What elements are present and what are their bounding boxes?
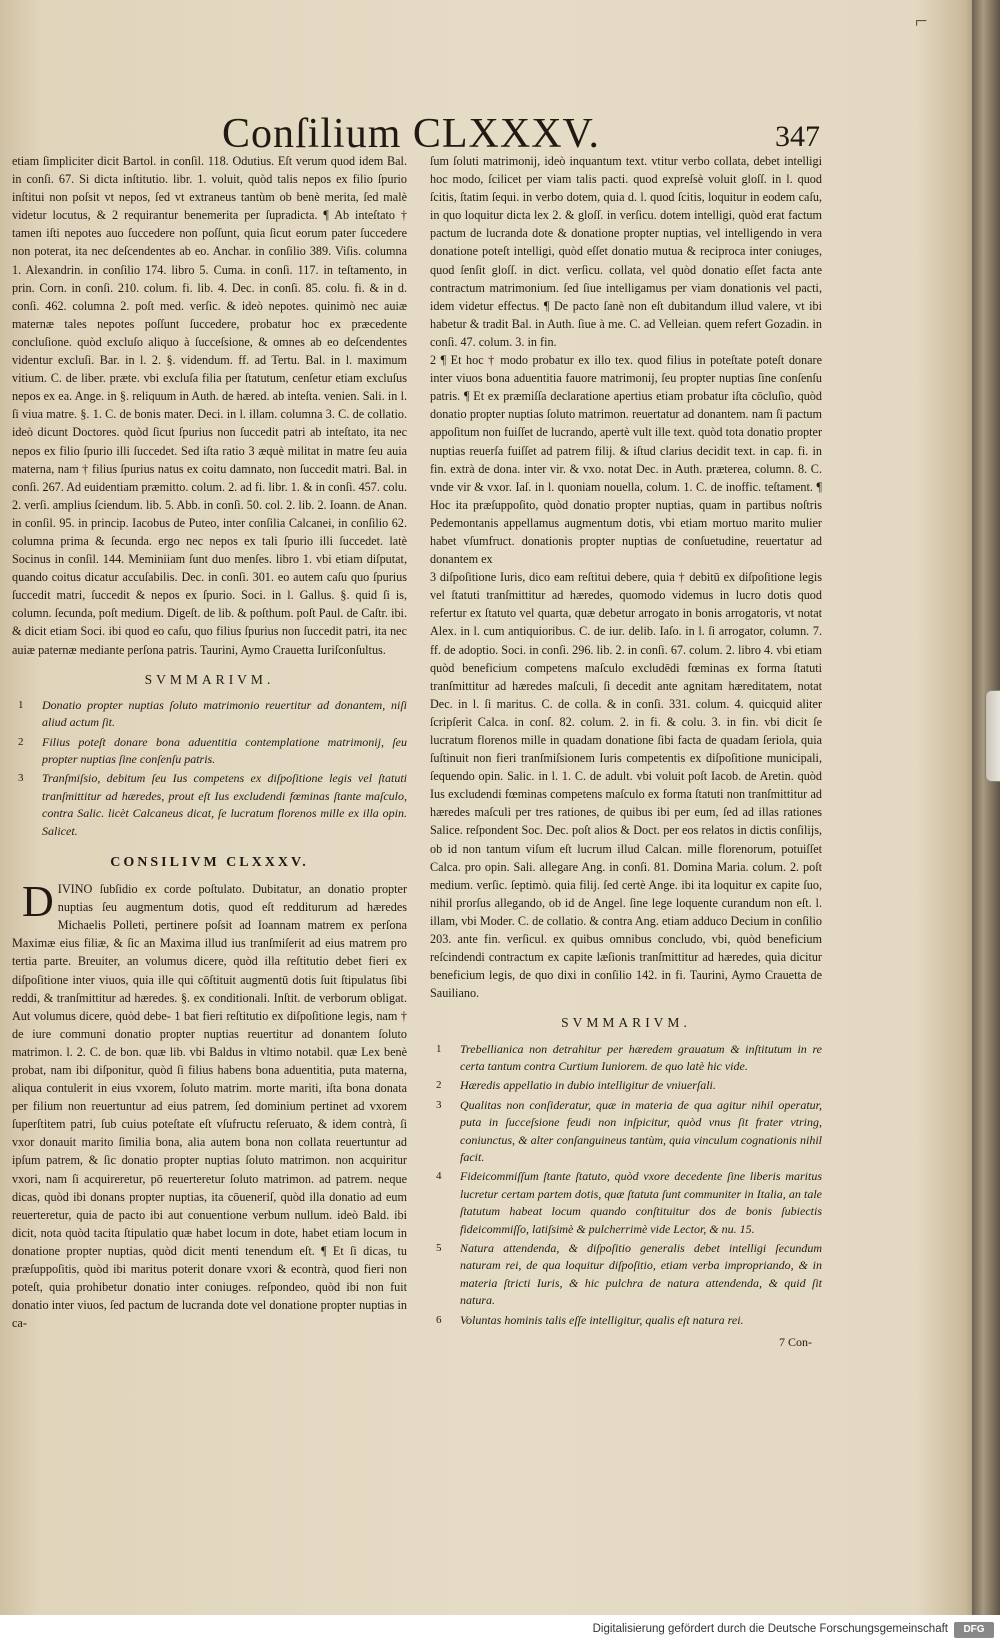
consilium-body <box>12 877 407 1332</box>
right-column <box>430 152 822 1351</box>
summarium-heading: SVMMARIVM. <box>144 671 275 687</box>
book-page-edge <box>972 0 1000 1615</box>
summarium-heading: SVMMARIVM. <box>561 1015 691 1031</box>
footer-credit: Digitalisierung gefördert durch die Deutsche Forschungsgemeinschaft <box>592 1623 948 1635</box>
drop-cap: D <box>22 877 54 927</box>
body-paragraph: 2 ¶ Et hoc † modo probatur ex illo tex. quod filius in poteſtate poteſt donare inter viuos bona aduentitia fauore matrimonij, ſeu propter nuptias ſine conſenſu patris. ¶ Et ex præmiſſa declaratione apertius etiam probatur iſta cōcluſio, quòd donatio propter nuptias ſoluto matrimon. reuertatur ad donantem. nam ſi pactum appoſitum non fuiſſet de lucrando, apertè vult ille text. quòd tota donatio propter nuptias reuerſa fuiſſet ad patrem filij. & iſtud clarius decidit text. in cap. fi. in fin. extrà de dona. inter vir. & vxo. notat Dec. in Auth. præterea, column. 8. C. vnde vir & vxor. Iaſ. in l. quoniam nouella, colum. 1. C. de inoffic. teſtament. ¶ Hoc ita præſuppoſito, quòd donatio propter nuptias, quam in partibus noſtris Pedemontanis appellamus augmentum dotis, vbi etiam mortuo marito mulier habet vſumfruct. donationis propter nuptias de conſuetudine, reuertatur ad donantem ex <box>430 353 822 567</box>
summary-item: 4 Fideicommiſſum ſtante ſtatuto, quòd vxore decedente ſine liberis maritus lucretur certam partem dotis, quæ ſtatuta ſunt communiter in Italia, an tale ſtatutum habeat locum quando conſtituitur dos de bonis ſubiectis fideicommiſſo, latiſsimè & pulcherrimè vide Lector, & nu. 15. <box>436 1169 822 1236</box>
catchword: 7 Con- <box>779 1335 812 1349</box>
body-paragraph: ſum ſoluti matrimonij, ideò inquantum text. vtitur verbo collata, debet intelligi hoc modo, ſcilicet per viam talis pacti. quod expreſsè voluit gloſſ. in l. quod ſcitis, ſtatim ſequi. in verbo dotem, quia d. l. quod ſcitis, loquitur in eodem caſu, in quo loquitur dicta lex 2. & gloſſ. in verſicu. dotem intelligi, quòd erat factum pactum de lucranda dote & donatione propter nuptias, vel intelligendo in vera donatione poteſt intelligi, quòd eſſet donatio mutua & reciproca inter coniuges, quod ſenſit gloſſ. in dict. verſicu. collata, vel quòd donatio eſſet facta ante contractum matrimonium. ſed ſiue intelligamus per viam donationis vel pacti, idem videtur effectus. ¶ De pacto ſanè non eſt dubitandum illud valere, vt ibi habetur & tradit Bal. in Auth. ſiue à me. C. ad Velleian. quem refert Gozadin. in conſi. 47. colum. 3. in fin. <box>430 154 822 349</box>
summary-item: 2 Filius poteſt donare bona aduentitia contemplatione matrimonij, ſeu propter nuptias ſine conſenſu patris. <box>18 734 407 766</box>
page-corner-fold: ⌐ <box>915 8 928 33</box>
dfg-logo: DFG <box>954 1622 994 1638</box>
summary-item: 6 Voluntas hominis talis eſſe intelligitur, qualis eſt natura rei. <box>436 1312 744 1327</box>
digitization-footer <box>0 1617 1000 1644</box>
left-column <box>12 152 407 1332</box>
summary-item: 2 Hæredis appellatio in dubio intelligitur de vniuerſali. <box>436 1078 716 1093</box>
summary-item: 3 Qualitas non conſideratur, quæ in materia de qua agitur nihil operatur, puta in ſucceſsione feudi non inſpicitur, quòd vnus ſit frater vtring, coniunctus, & alter conſanguineus tantùm, quia vinculum cognationis nihil facit. <box>436 1097 822 1164</box>
page-number: 347 <box>775 120 820 153</box>
page-header <box>0 100 985 160</box>
consilium-text: IVINO ſubſidio ex corde poſtulato. Dubitatur, an donatio propter nuptias ſeu augmentum dotis, quod eſt redditurum ad hæredes Michaelis Polleti, pertinere poſsit ad Ioannam matrem ex perſona Maximæ eius filiæ, & ſic an Maxima illud ius tranſmiſerit ad eius matrem pro tertia parte. Breuiter, an volumus dicere, quòd illa reſtitutio debet fieri ex diſpoſitione inter viuos, quia ille qui cōſtituit augmentū dotis ſuit ſtipulatus ſibi reddi, & tranſmittitur ad hæredes. §. ex conditionali. Inſtit. de verborum obligat. Aut volumus dicere, quòd debe- 1 bat fieri reſtitutio ex diſpoſitione legis, nam † de iure communi donatio propter nuptias reuertitur ad donantem ſoluto matrimon. l. 2. C. de bon. quæ lib. vbi Baldus in vltimo notabil. quæ Lex benè probat, nam ibi diſponitur, quòd ſi filius habens bona aduentitia, puta materna, aliqua contulerit in eius vxorem, ſoluto matrim. morte mariti, iſta bona donata per filium non reuertuntur ad eius patrem, ſed dominium pertinet ad vxorem ſuperſtitem patri, ſub cuius poteſtate eſt vſufructu reſeruato, & idem contrà, ſi vxor donauit marito ſimilia bona, alia autem bona non collata reuertuntur ad ipſum patrem, & ſic donatio propter nuptias ſoluto matrimon. non acquiritur vxori, nam ſi acquireretur, pō reuerteretur ſoluto matrimon. ad patrem. neque dicas, quòd ibi donans propter nuptias, ita cōueneriſ, quòd illa donatio ad eum reuerteretur, quia de pacto ibi aut conuentione verbum nullum. ideò Bald. ibi dicit, nota quòd tacita ſtipulatio quæ habet locum in dote, habet etiam locum in donatione propter nuptias, quòd dicit menti tenendum eſt. ¶ Et ſi dicas, tu præſuppoſitis, quòd ibi maritus poterit donare vxori & econtrà, quod fieri non poteſt, quia prohibetur donatio inter coniuges. reſpondeo, quòd ibi non fuit donatio inter viuos, ſed pactum de lucranda dote vel donatione propter nuptias in ca- <box>12 882 407 1331</box>
running-title: Conſilium CLXXXV. <box>222 111 600 157</box>
summary-item: 1 Donatio propter nuptias ſoluto matrimonio reuertitur ad donantem, niſi aliud actum ſit. <box>18 697 407 730</box>
body-paragraph: 3 diſpoſitione Iuris, dico eam reſtitui debere, quia † debitū ex diſpoſitione legis vel ſtatuti tranſmittitur ad hæredes, quomodo videmus in lucro dotis quod refertur ex ſtatuto vel quarta, quæ debetur arrogato in bonis arrogatoris, vt notat Alex. in l. cum antiquioribus. C. de iur. delib. Iaſo. in l. ſi arrogator, column. 7. ff. de adoptio. Soci. in conſi. 296. lib. 2. in conſi. 67. colum. 2. libro 4. vbi etiam quòd beneficium competens maſculo excludēdi fœminas ex forma ſtatuti tranſmittitur ad hæredes maſculi, ſi decedit ante agnitam hæreditatem, notat Dec. in l. ſi maritus. C. de colla. & in conſi. 331. colum. 4. quicquid aliter ſcripſerit Calca. in conſ. 82. colum. 2. in fi. & colu. 3. in fin. vbi dicit ſe lucratum florenos mille in quadam donatione ſibi facta de quadam ſeriola, quia ſuſtinuit non fieri tranſmiſsionem Iuris competentis ex diſpoſitione municipali, ſequendo opin. Salic. in l. 1. C. de adult. vbi voluit poſt Iacob. de Aretin. quòd Ius excludendi fœminas competens maſculo ex forma ſtatuti non tranſmittitur ad hæredes maſculi per tres rationes, de quibus ibi per eum, ſed ad illas rationes Salice. reſpondent Soc. Dec. poſt alios & Doct. per eos relatos in dictis conſilijs, ob id non tantum viſum eſt lucrum illud Calcan. mille florenorum, potuiſſet Calca. pro opin. Sali. allegare Ang. in conſi. 81. Domina Maria. colum. 2. poſt medium. verſic. ſeptimò. quia filij. ſed certè Ange. ibi ita loquitur ex capite ſuo, nihil prorſus allegando, ob id de Angel. ſine lege loquente curandum non eſt. l. illam, vbi Moder. C. de collatio. & contra Ang. etiam adduco Decium in conſilio 203. ante fin. verſicul. ex quibus omnibus concludo, vbi, quòd beneficium reſcindendi contractum ex capite læſionis tranſmittitur ad hæredes, quia dicitur beneficium legis, de quo dixi in conſilio 142. in fi. Taurini, Aymo Crauetta de Sauiliano. <box>430 570 822 1001</box>
summary-item: 5 Natura attendenda, & diſpoſitio generalis debet intelligi ſecundum naturam rei, de qua loquitur diſpoſitio, etiam verba impropriando, & in materia ſtricti Iuris, & hic pulchra de natura attendenda, & quid ſit natura. <box>436 1240 822 1308</box>
consilium-heading: CONSILIVM CLXXXV. <box>110 854 309 870</box>
body-paragraph: etiam ſimpliciter dicit Bartol. in conſil. 118. Odutius. Eſt verum quod idem Bal. in conſi. 67. Si dicta inſtitutio. libr. 1. voluit, quòd talis nepos ex filio ſpurio inſtitui non poſsit vt nepos, ſed vt extraneus tantùm ob benè merita, ſed malè videtur locutus, & 2 requirantur benemerita per ſupradicta. ¶ Ab inteſtato † tamen iſti nepotes auo ſuccedere non poſſunt, quia ſicut eorum pater ſuccedere non poterat, ita nec deſcendentes ab eo. Anchar. in conſilio 389. Viſis. columna 1. Alexandrin. in conſilio 174. libro 5. Cuma. in conſi. 117. in teſtamento, in prin. Corn. in conſi. 210. colum. fi. lib. 4. Dec. in conſi. 85. colu. fi. & in d. conſi. 462. columna 2. poſt med. verſic. & ideò nepotes. quinimò nec auiæ maternæ tales nepotes poſſunt ſuccedere, probatur hoc ex præcedente concluſione. quòd excluſo aliquo à ſucceſsione, & omnes ab eo deſcendentes videntur excluſi. Bar. in l. 2. §. videndum. ff. ad Tertu. Bal. in l. maximum vitium. C. de liber. præte. vbi excluſa filia per ſtatutum, cenſetur etiam excluſus nepos ex ea. Ange. in §. reliquum in Auth. de hæred. ab inteſta. venien. Sali. in l. ſi viua matre. §. 1. C. de bonis mater. Deci. in l. illam. columna 3. C. de collatio. ideò dicunt Doctores. quòd ſicut ſpurius non ſuccedit patri ab inteſtato, ita nec nepos ex filio ſpurio illi ſuccedet. Sed iſta ratio 3 æquè militat in matre ſeu auia materna, nam † filius ſpurius natus ex coitu damnato, non ſuccedit matri. Bal. in conſi. 267. Ad euidentiam præmitto. colum. 2. ad fi. libr. 1. & in conſi. 457. colu. 2. verſi. amplius ſciendum. lib. 5. Abb. in conſi. 50. col. 2. lib. 2. Ioann. de Anan. in conſil. 95. in princip. Iacobus de Puteo, inter conſilia Calcanei, in conſilio 62. columna prima & ſecunda. ergo nec nepos ex tali ſpurio illi ſuccedet. latè Socinus in conſil. 144. Meminiiam ſunt duo menſes. libro 1. vbi etiam diſputat, quando coitus dicatur accuſabilis. Dec. in conſi. 301. eo autem caſu quo ſpurius ſuccedit matri, ſuccedit & nepos ex ſpurio. Soci. in l. Gallus. §. quid ſi is, column. ſecunda, poſt medium. Digeſt. de lib. & poſthum. poſt Paul. de Caſtr. ibi. & dicit etiam Soci. ibi quod eo caſu, quo filius ſpurius non ſuccedit patri, ita nec auiæ paternæ mediante perſona patris. Taurini, Aymo Crauetta Iuriſconſultus. <box>12 154 407 657</box>
summary-item: 3 Tranſmiſsio, debitum ſeu Ius competens ex diſpoſitione legis vel ſtatuti tranſmittitur ad hæredes, prout eſt Ius excludendi fœminas ſtante maſculo, contra Salic. licèt Calcaneus dicat, ſe lucratum florenos mille ex illa opin. Salicet. <box>18 771 407 838</box>
bookmark-tab <box>985 690 1000 782</box>
summary-item: 1 Trebellianica non detrahitur per hæredem grauatum & inſtitutum in re certa tantum contra Curtium Iuniorem. de quo latè hic vide. <box>436 1041 822 1073</box>
